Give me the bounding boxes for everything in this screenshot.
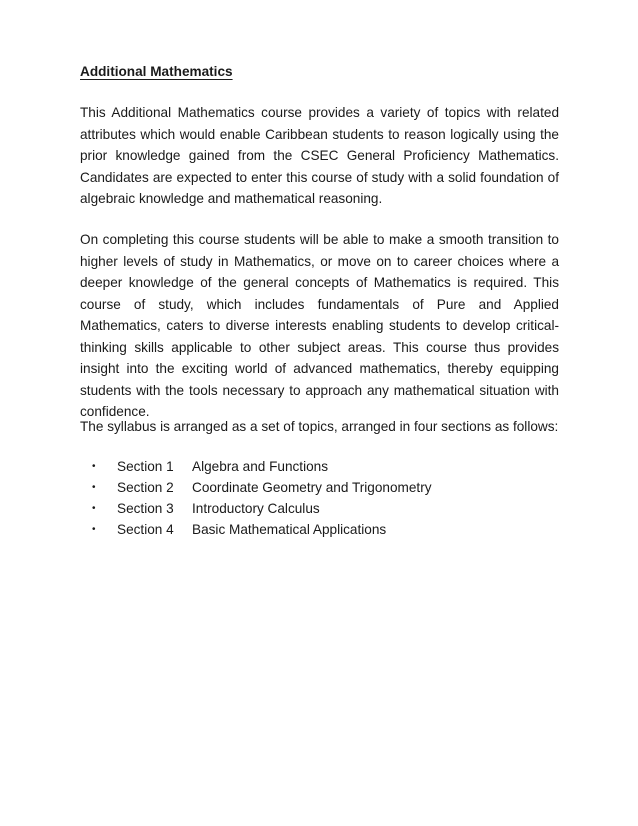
section-topic: Coordinate Geometry and Trigonometry — [192, 480, 432, 495]
bullet-icon: • — [92, 503, 96, 514]
section-label: Section 3 — [117, 501, 174, 516]
syllabus-intro-paragraph: The syllabus is arranged as a set of topics, arranged in four sections as follows: — [80, 419, 559, 434]
bullet-icon: • — [92, 461, 96, 472]
section-label: Section 1 — [117, 459, 174, 474]
bullet-icon: • — [92, 524, 96, 535]
bullet-icon: • — [92, 482, 96, 493]
intro-paragraph: This Additional Mathematics course provides a variety of topics with related attributes which would enable Caribbean students to reason logically using the prior knowledge gained from the CSEC General Proficiency Mathematics. Candidates are expected to enter this course of study with a solid foundation of algebraic knowledge and mathematical reasoning. — [80, 105, 559, 206]
outcome-paragraph: On completing this course students will be able to make a smooth transition to higher levels of study in Mathematics, or move on to career choices where a deeper knowledge of the general concepts of Mathematics is required. This course of study, which includes fundamentals of Pure and Applied Mathematics, caters to diverse interests enabling students to develop critical-thinking skills applicable to other subject areas. This course thus provides insight into the exciting world of advanced mathematics, thereby equipping students with the tools necessary to approach any mathematical situation with confidence. — [80, 232, 559, 419]
section-topic: Introductory Calculus — [192, 501, 320, 516]
section-topic: Basic Mathematical Applications — [192, 522, 387, 537]
section-label: Section 4 — [117, 522, 174, 537]
document-title: Additional Mathematics — [80, 64, 233, 79]
section-topic: Algebra and Functions — [192, 459, 329, 474]
section-label: Section 2 — [117, 480, 174, 495]
